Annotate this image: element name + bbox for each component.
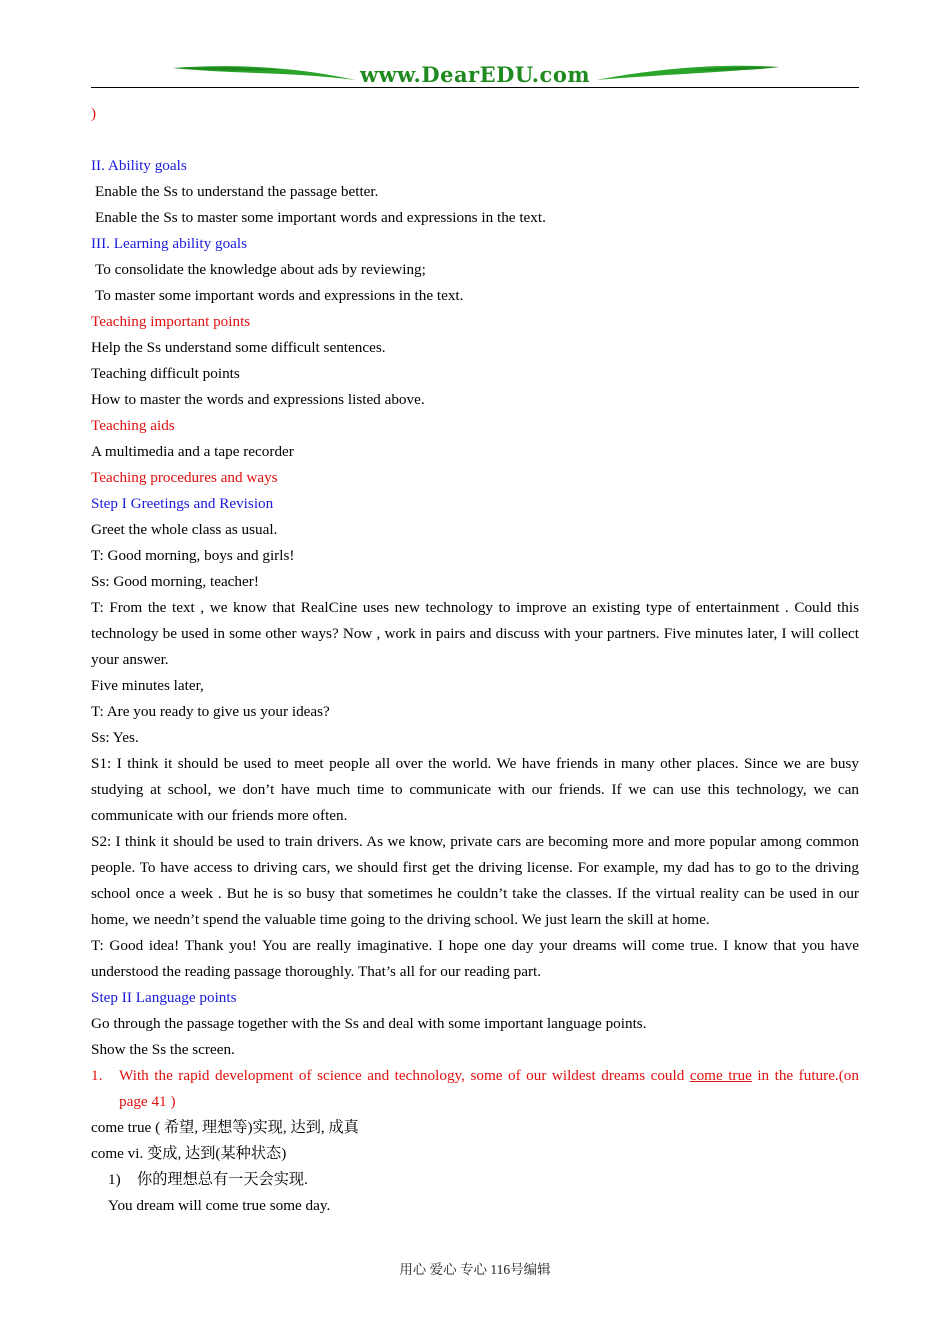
page-header <box>91 60 859 90</box>
document-body <box>91 101 859 1219</box>
text-line: To master some important words and expressions in the text. <box>95 287 464 304</box>
numbered-item <box>91 1063 859 1115</box>
sub-item-text: 你的理想总有一天会实现. <box>137 1171 308 1188</box>
page-footer: 用心 爱心 专心 116号编辑 <box>399 1262 551 1277</box>
text-line: Help the Ss understand some difficult sentences. <box>91 339 386 356</box>
sub-item-number: 1) <box>108 1171 121 1188</box>
section-heading-ability-goals: II. Ability goals <box>91 157 187 174</box>
section-heading-teaching-aids: Teaching aids <box>91 417 175 434</box>
definition-line: come true ( 希望, 理想等)实现, 达到, 成真 <box>91 1119 359 1136</box>
item-underlined-phrase: come true <box>689 1067 752 1084</box>
text-line: Five minutes later, <box>91 677 204 694</box>
section-heading-procedures: Teaching procedures and ways <box>91 469 278 486</box>
definition-line: come vi. 变成, 达到(某种状态) <box>91 1145 287 1162</box>
text-line-difficult-points: Teaching difficult points <box>91 365 240 382</box>
text-line: A multimedia and a tape recorder <box>91 443 294 460</box>
dialogue-line: Ss: Good morning, teacher! <box>91 573 259 590</box>
text-line: Greet the whole class as usual. <box>91 521 278 538</box>
text-line: How to master the words and expressions listed above. <box>91 391 425 408</box>
section-heading-learning-ability-goals: III. Learning ability goals <box>91 235 248 252</box>
example-answer: You dream will come true some day. <box>108 1197 331 1214</box>
text-line: Enable the Ss to master some important words and expressions in the text. <box>95 209 546 226</box>
text-line: Show the Ss the screen. <box>91 1041 235 1058</box>
dialogue-paragraph: S2: I think it should be used to train drivers. As we know, private cars are becoming more and more popular among common people. To have access to driving cars, we should first get the driving license. For example, my dad has to go to the driving school once a week . But he is so busy that sometimes he couldn’t take the classes. If the virtual reality can be used in our home, we needn’t spend the valuable time going to the driving school. We just learn the skill at home. <box>91 833 859 928</box>
sub-item <box>91 1167 859 1193</box>
dialogue-paragraph: S1: I think it should be used to meet people all over the world. We have friends in many other places. Since we are busy studying at school, we don’t have much time to communicate with our friends. If we can use this technology, we can communicate with our friends more often. <box>91 755 859 824</box>
text-line: To consolidate the knowledge about ads by reviewing; <box>95 261 426 278</box>
item-text-before: With the rapid development of science and technology, some of our wildest dreams could <box>119 1067 690 1084</box>
text-line: Go through the passage together with the Ss and deal with some important language points. <box>91 1015 647 1032</box>
item-number: 1. <box>91 1067 103 1084</box>
dialogue-line: T: Good morning, boys and girls! <box>91 547 295 564</box>
blank-line <box>91 127 859 153</box>
dialogue-paragraph: T: From the text , we know that RealCine uses new technology to improve an existing type of entertainment . Could this technology be used in some other ways? Now , work in pairs and discuss with your partners. Five minutes later, I will collect your answer. <box>91 599 859 668</box>
section-heading-important-points: Teaching important points <box>91 313 251 330</box>
text-line: Enable the Ss to understand the passage better. <box>95 183 379 200</box>
site-banner-text: www.DearEDU.com <box>359 62 591 87</box>
dialogue-line: T: Are you ready to give us your ideas? <box>91 703 330 720</box>
dialogue-paragraph: T: Good idea! Thank you! You are really imaginative. I hope one day your dreams will come true. I know that you have understood the reading passage thoroughly. That’s all for our reading part. <box>91 937 859 980</box>
dialogue-line: Ss: Yes. <box>91 729 139 746</box>
item-text <box>119 1063 859 1115</box>
step-heading-language-points: Step II Language points <box>91 989 237 1006</box>
closing-paren: ) <box>91 105 97 122</box>
item-text-after: in the future.(on page 41 ) <box>119 1067 859 1110</box>
header-rule <box>91 87 859 88</box>
step-heading-greetings: Step I Greetings and Revision <box>91 495 274 512</box>
